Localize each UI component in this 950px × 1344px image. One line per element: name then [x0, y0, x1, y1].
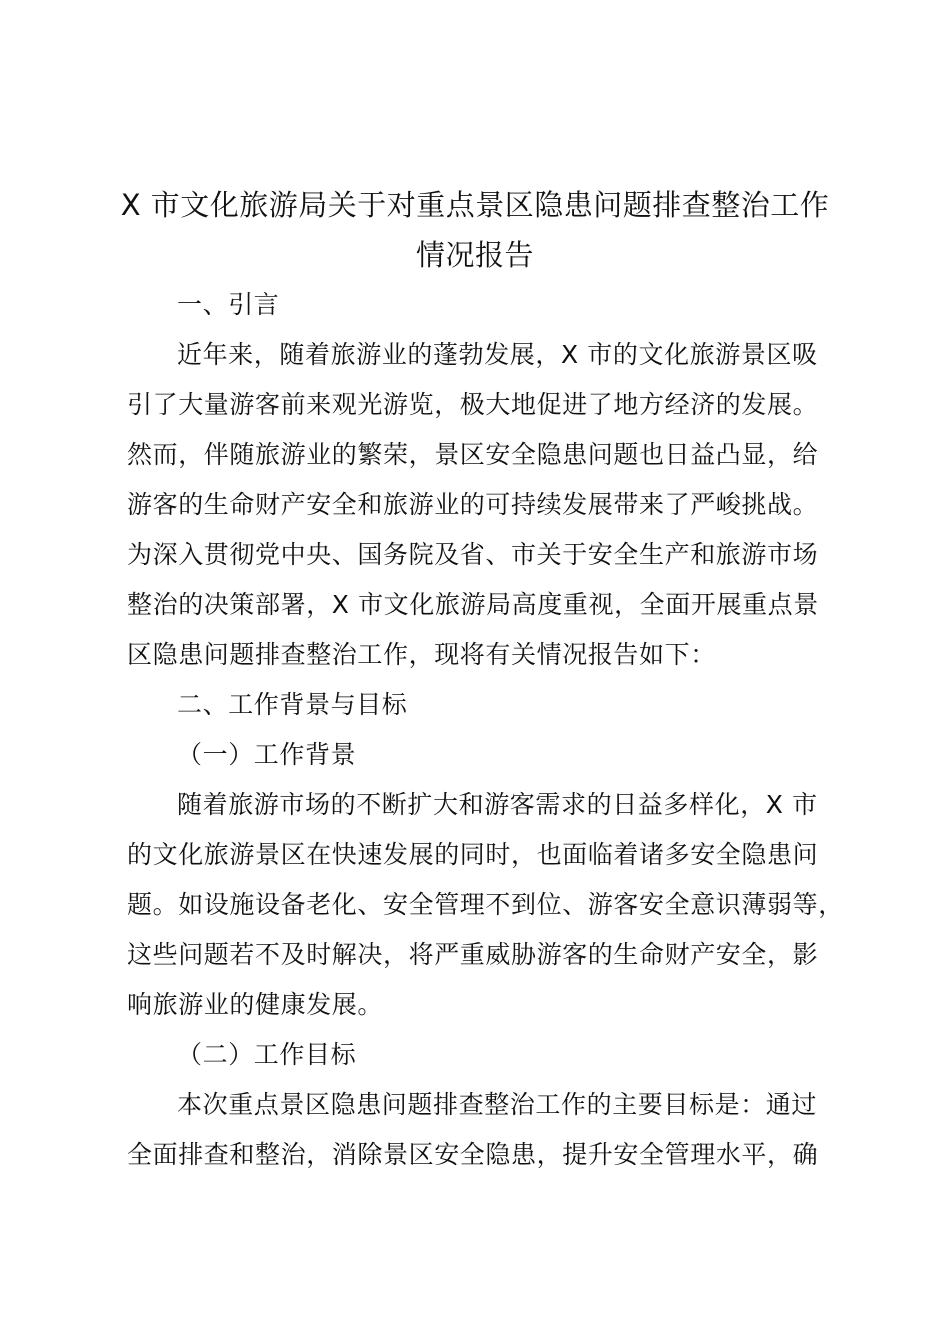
paragraph-line: 随着旅游市场的不断扩大和游客需求的日益多样化，X 市: [177, 790, 818, 819]
paragraph-line: 游客的生命财产安全和旅游业的可持续发展带来了严峻挑战。: [127, 490, 819, 519]
paragraph-line: 整治的决策部署，X 市文化旅游局高度重视，全面开展重点景: [127, 590, 819, 619]
paragraph-line: 区隐患问题排查整治工作，现将有关情况报告如下：: [127, 640, 716, 669]
report-title-line-2: 情况报告: [415, 238, 534, 272]
paragraph-line: 引了大量游客前来观光游览，极大地促进了地方经济的发展。: [127, 390, 819, 419]
paragraph-line: 题。如设施设备老化、安全管理不到位、游客安全意识薄弱等，: [127, 890, 844, 919]
subsection-heading-goals: （二）工作目标: [177, 1040, 357, 1069]
subsection-heading-background: （一）工作背景: [177, 740, 357, 769]
paragraph-line: 本次重点景区隐患问题排查整治工作的主要目标是：通过: [177, 1090, 818, 1119]
paragraph-line: 这些问题若不及时解决，将严重威胁游客的生命财产安全，影: [127, 940, 819, 969]
paragraph-line: 全面排查和整治，消除景区安全隐患，提升安全管理水平，确: [127, 1140, 819, 1169]
report-title-line-1: X 市文化旅游局关于对重点景区隐患问题排查整治工作: [120, 188, 830, 222]
section-heading-background-goals: 二、工作背景与目标: [177, 690, 408, 719]
paragraph-line: 近年来，随着旅游业的蓬勃发展，X 市的文化旅游景区吸: [177, 340, 818, 369]
section-heading-introduction: 一、引言: [177, 290, 280, 319]
paragraph-line: 然而，伴随旅游业的繁荣，景区安全隐患问题也日益凸显，给: [127, 440, 819, 469]
paragraph-line: 为深入贯彻党中央、国务院及省、市关于安全生产和旅游市场: [127, 540, 819, 569]
paragraph-line: 的文化旅游景区在快速发展的同时，也面临着诸多安全隐患问: [127, 840, 819, 869]
paragraph-line: 响旅游业的健康发展。: [127, 990, 384, 1019]
